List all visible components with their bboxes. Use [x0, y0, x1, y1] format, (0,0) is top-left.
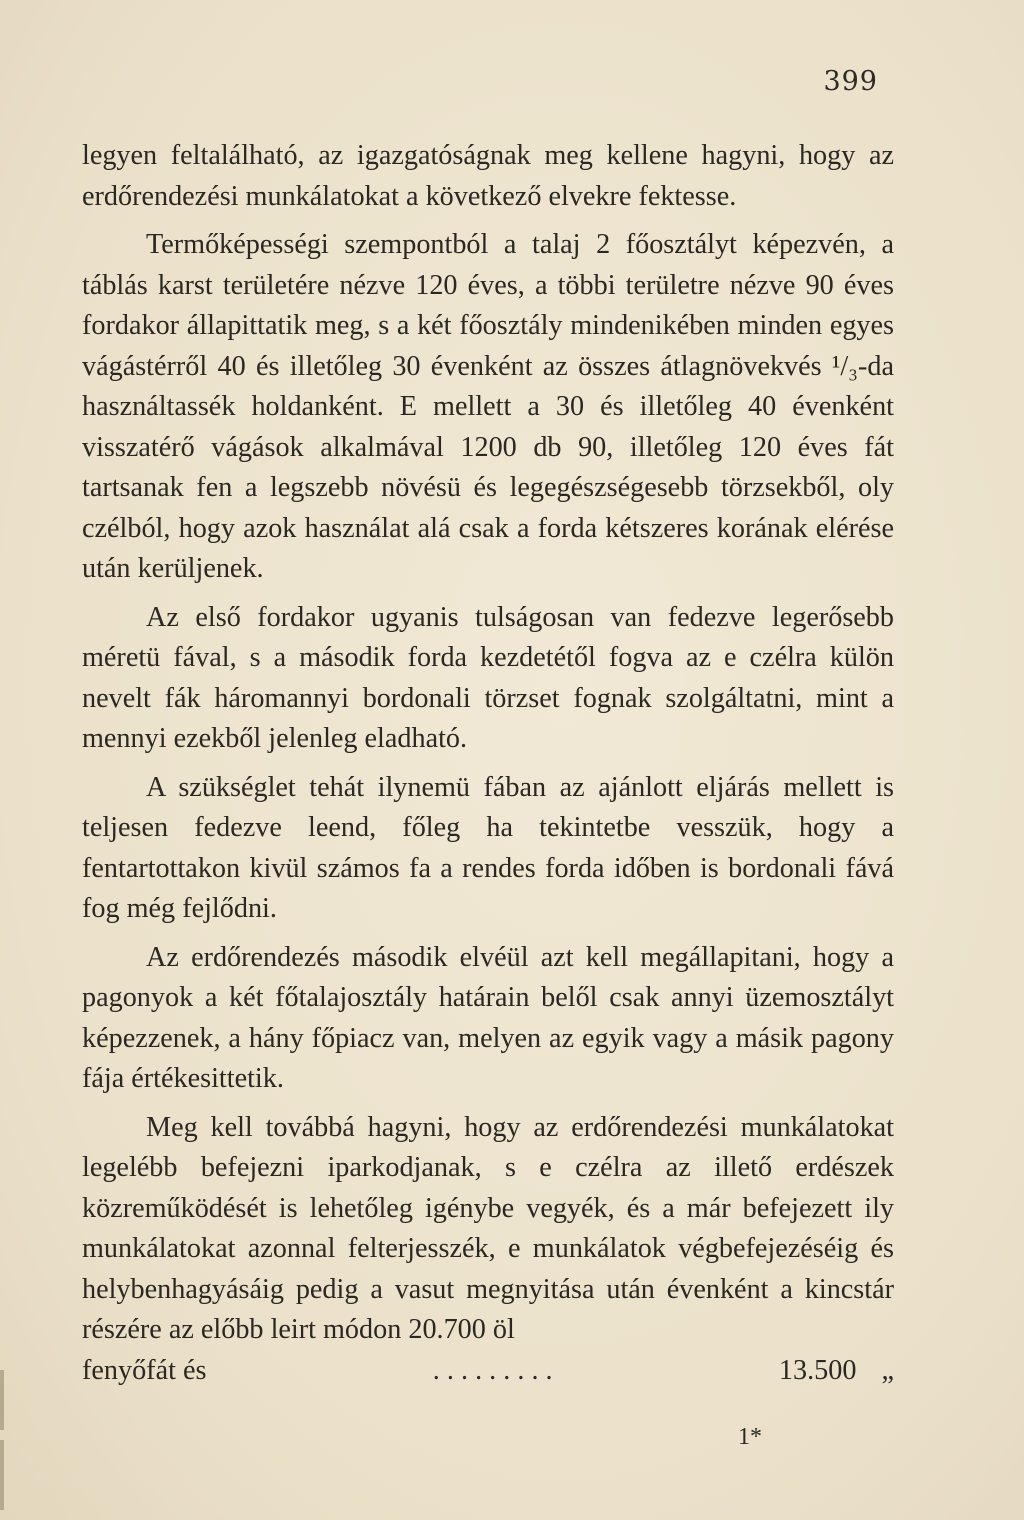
paragraph: Az első fordakor ugyanis tulságosan van fedezve legerősebb méretü fával, s a második forda kezdetétől fogva az e czélra külön nevelt fák háromannyi bordonali törzset fognak szolgáltatni, mint a mennyi ezekből jelenleg eladható.: [82, 601, 894, 754]
total-line: [82, 1351, 894, 1392]
binding-edge: [0, 1440, 4, 1510]
signature-mark: 1*: [738, 1424, 762, 1450]
paragraph: Termőképességi szempontból a talaj 2 főosztályt képezvén, a táblás karst területére nézve 120 éves, a többi területre nézve 90 éves fordakor állapittatik meg, s a két főosztály mindenikében minden egyes vágástérről 40 és illetőleg 30 évenként az összes átlagnövekvés ¹/₃-da használtassék holdanként. E mellett a 30 és illetőleg 40 évenként visszatérő vágások alkalmával 1200 db 90, illetőleg 120 éves fát tartsanak fen a legszebb növésü és legegészségesebb törzsekből, oly czélból, hogy azok használat alá csak a forda kétszeres korának elérése után kerüljenek.: [82, 229, 894, 584]
binding-edge: [0, 1370, 4, 1430]
body-text: [82, 136, 894, 1391]
total-value: [779, 1351, 894, 1392]
paragraph: legyen feltalálható, az igazgatóságnak meg kellene hagyni, hogy az erdőrendezési munkálatokat a következő elvekre fektesse.: [82, 140, 894, 212]
page-number: 399: [823, 66, 878, 97]
paragraph: Az erdőrendezés második elvéül azt kell megállapitani, hogy a pagonyok a két főtalajosztály határain belől csak annyi üzemosztályt képezzenek, a hány főpiacz van, melyen az egyik vagy a másik pagony fája értékesittetik.: [82, 941, 894, 1094]
paragraph: A szükséglet tehát ilynemü fában az ajánlott eljárás mellett is teljesen fedezve leend, főleg ha tekintetbe vesszük, hogy a fentartottakon kivül számos fa a rendes forda időben is bordonali fává fog még fejlődni.: [82, 771, 894, 924]
leader-dots: . . . . . . . . .: [432, 1354, 553, 1386]
paragraph: Meg kell továbbá hagyni, hogy az erdőrendezési munkálatokat legelébb befejezni iparkodjanak, s e czélra az illető erdészek közreműködését is lehetőleg igénybe vegyék, és a már befejezett ily munkálatokat azonnal felterjesszék, e munkálatok végbefejezéséig és helybenhagyásáig pedig a vasut megnyitása után évenként a kincstár részére az előbb leirt módon 20.700 öl: [82, 1111, 894, 1345]
total-label: fenyőfát és: [82, 1354, 207, 1386]
ditto-mark: „: [881, 1354, 894, 1386]
total-amount: 13.500: [778, 1354, 857, 1386]
